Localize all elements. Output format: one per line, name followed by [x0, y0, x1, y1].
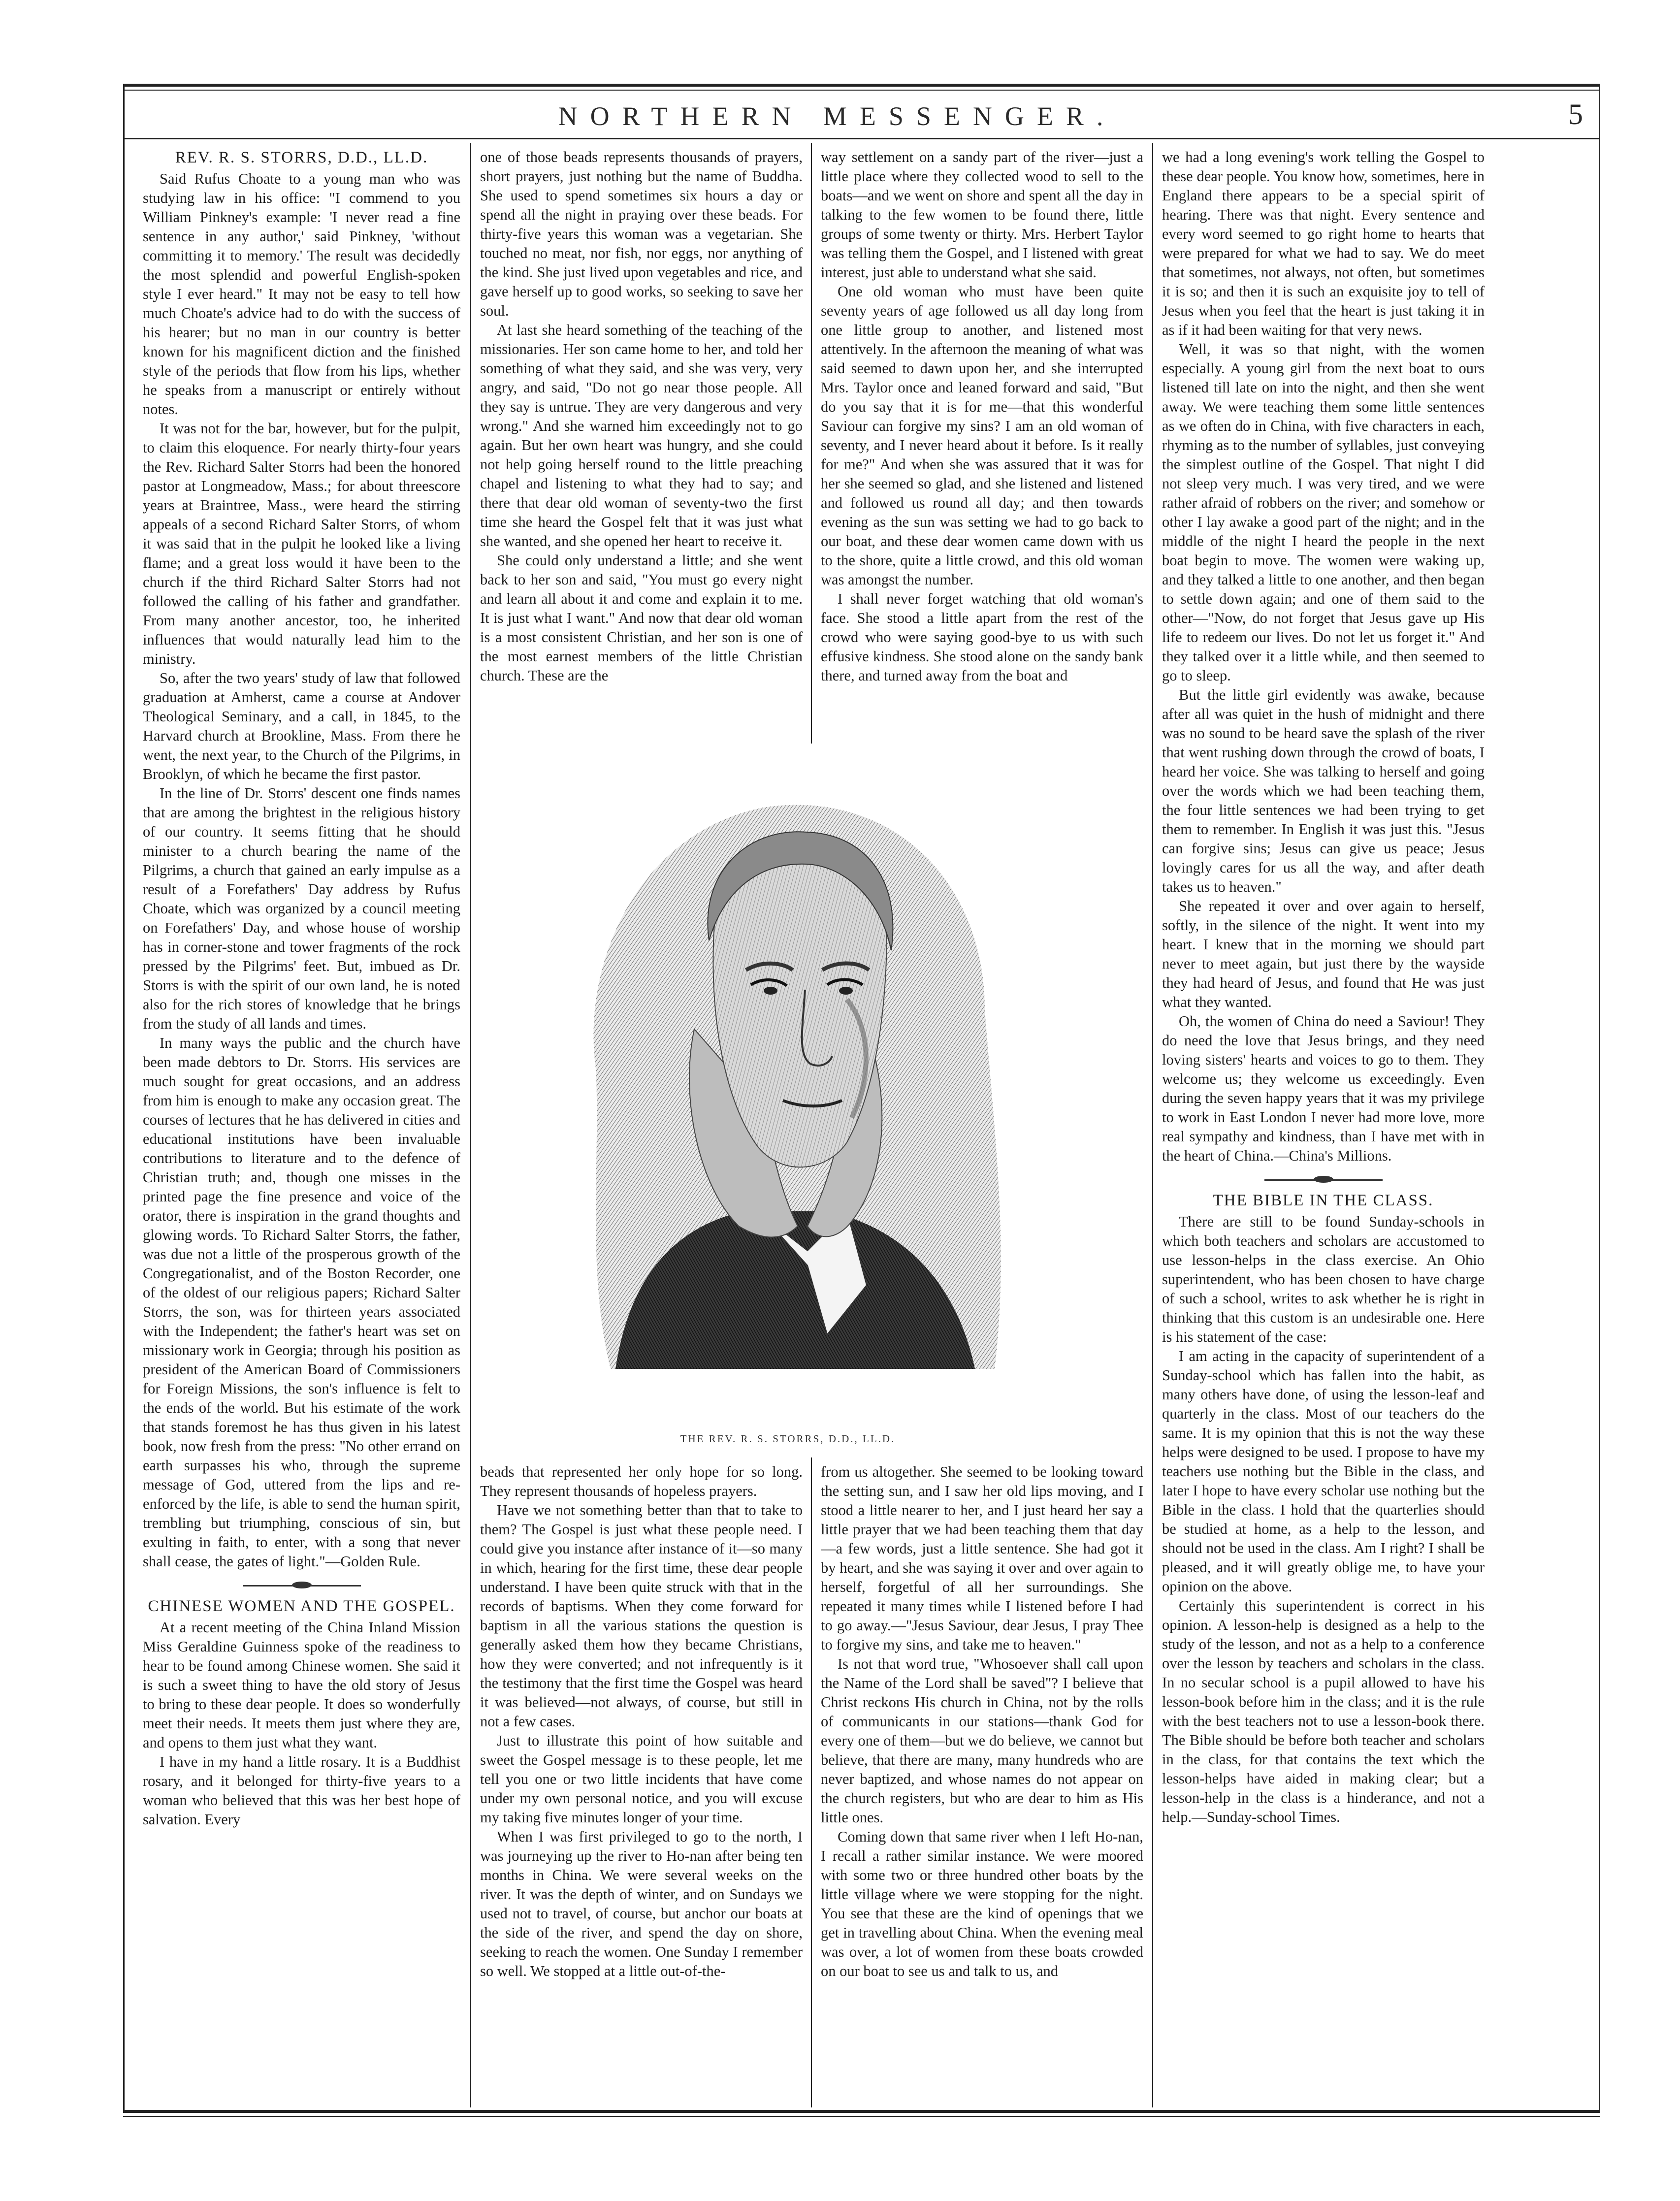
paragraph: Certainly this superintendent is correct in his opinion. A lesson-help is designed as a help to the study of the lesson, and not as a help to a conference over the lesson by teachers and scholars in the class. In no secular school is a pupil allowed to have his lesson-book before him in the class; and it is the rule with the best teachers not to use a lesson-book there. The Bible should be before both teacher and scholars in the class, for that contains the text which the lesson-helps have aided in making clear; but a lesson-help in the class is a hinderance, and not a help.—Sunday-school Times.	[1162, 1597, 1485, 1825]
column-divider-3	[1152, 143, 1153, 2107]
page-number: 5	[1568, 98, 1583, 130]
frame-right	[1599, 84, 1600, 2112]
portrait-caption: THE REV. R. S. STORRS, D.D., LL.D.	[680, 1433, 896, 1445]
top-rule-thin	[123, 90, 1600, 91]
column-2-lower	[480, 1462, 803, 2103]
section-separator	[1264, 1179, 1383, 1181]
column-divider-2b	[811, 1457, 812, 2107]
paragraph: Oh, the women of China do need a Saviour! They do need the love that Jesus brings, and they need loving sisters' hearts and voices to go to them. They welcome us; they welcome us exceedingly. Even during the seven happy years that it was my privilege to work in East London I never had more love, more real sympathy and kindness, than I have met with in the heart of China.—China's Millions.	[1162, 1013, 1485, 1164]
column-3-upper	[821, 148, 1143, 746]
paragraph: way settlement on a sandy part of the river—just a little place where they collected wood to sell to the boats—and we went on shore and spent all the day in talking to the few women to be found there, little groups of some twenty or thirty. Mrs. Herbert Taylor was telling them the Gospel, and I listened with great interest, just able to understand what she said.	[821, 149, 1143, 281]
paragraph: Just to illustrate this point of how suitable and sweet the Gospel message is to these people, let me tell you one or two little incidents that have come under my own personal notice, and you will excuse my taking five minutes longer of your time.	[480, 1732, 803, 1826]
paragraph: I am acting in the capacity of superintendent of a Sunday-school which has fallen into the habit, as many others have done, of using the lesson-leaf and quarterly in the class. Most of our teachers do the same. It is my opinion that this is not the way these helps were designed to be used. I propose to have my teachers use nothing but the Bible in the class, and later I hope to have every scholar use nothing but the Bible in the class. I hold that the quarterlies should be studied at home, as a help to the lesson, and should not be used in the class. Am I right? I shall be pleased, and it will greatly oblige me, to have your opinion on the above.	[1162, 1348, 1485, 1595]
frame-left	[123, 84, 125, 2112]
bottom-rule	[123, 2110, 1600, 2113]
paragraph: She could only understand a little; and she went back to her son and said, "You must go every night and learn all about it and come and explain it to me. It is just what I want." And now that dear old woman is a most consistent Christian, and her son is one of the most earnest members of the little Christian church. These are the	[480, 552, 803, 684]
top-rule	[123, 84, 1600, 87]
header-bottom-rule	[123, 138, 1600, 139]
paragraph: It was not for the bar, however, but for the pulpit, to claim this eloquence. For nearly thirty-four years the Rev. Richard Salter Storrs had been the honored pastor at Longmeadow, Mass.; for about threescore years at Braintree, Mass., were heard the stirring appeals of a second Richard Salter Storrs, of whom it was said that in the pulpit he looked like a living flame; and a great loss would it have been to the church if the third Richard Salter Storrs had not followed the calling of his father and grandfather. From many another ancestor, too, he inherited influences that would naturally lead him to the ministry.	[143, 420, 460, 667]
paragraph: we had a long evening's work telling the Gospel to these dear people. You know how, sometimes, here in England there appears to be a special spirit of hearing. There was that night. Every sentence and every word seemed to go right home to hearts that were prepared for what we had to say. We do meet that sometimes, not always, not often, but sometimes it is so; and then it is such an exquisite joy to tell of Jesus when you feel that the heart is just taking it in as if it had been waiting for that very news.	[1162, 149, 1485, 338]
paragraph: At last she heard something of the teaching of the missionaries. Her son came home to her, and told her something of what they said, and she was very, very angry, and said, "Do not go near those people. All they say is untrue. They are very dangerous and very wrong." And she warned him exceedingly not to go again. But her own heart was hungry, and she could not help going herself round to the little preaching chapel and listening to what they had to say; and there that dear old woman of seventy-two the first time she heard the Gospel felt that it was just what she wanted, and she opened her heart to receive it.	[480, 322, 803, 550]
column-divider-2a	[811, 143, 812, 744]
masthead-title: NORTHERN MESSENGER.	[558, 101, 1116, 131]
column-divider-1	[470, 143, 471, 2107]
column-2-upper	[480, 148, 803, 746]
paragraph: I have in my hand a little rosary. It is a Buddhist rosary, and it belonged for thirty-five years to a woman who believed that this was her best hope of salvation. Every	[143, 1753, 460, 1828]
paragraph: She repeated it over and over again to herself, softly, in the silence of the night. It went into my heart. I knew that in the morning we should part never to meet again, but just there by the wayside they had heard of Jesus, and found that He was just what they wanted.	[1162, 898, 1485, 1010]
article-headline-storrs: REV. R. S. STORRS, D.D., LL.D.	[175, 149, 428, 166]
article-headline-chinese-women: CHINESE WOMEN AND THE GOSPEL.	[148, 1597, 455, 1615]
paragraph: When I was first privileged to go to the north, I was journeying up the river to Ho-nan after being ten months in China. We were several weeks on the river. It was the depth of winter, and on Sundays we used not to travel, of course, but anchor our boats at the side of the river, and spend the day on shore, seeking to reach the women. One Sunday I remember so well. We stopped at a little out-of-the-	[480, 1828, 803, 1979]
paragraph: beads that represented her only hope for so long. They represent thousands of hopeless prayers.	[480, 1463, 803, 1499]
column-3-lower	[821, 1462, 1143, 2103]
paragraph: Coming down that same river when I left Ho-nan, I recall a rather similar instance. We were moored with some two or three hundred other boats by the little village where we were stopping for the night. You see that these are the kind of openings that we get in travelling about China. When the evening meal was over, a lot of women from these boats crowded on our boat to see us and talk to us, and	[821, 1828, 1143, 1979]
paragraph: from us altogether. She seemed to be looking toward the setting sun, and I saw her old lips moving, and I stood a little nearer to her, and I just heard her say a little prayer that we had been teaching them that day—a few words, just a little sentence. She had got it by heart, and she was saying it over and over again to herself, forgetful of all her surroundings. She repeated it many times while I listened before I had to go away.—"Jesus Saviour, dear Jesus, I pray Thee to forgive my sins, and take me to heaven."	[821, 1463, 1143, 1653]
bottom-rule-thin	[123, 2116, 1600, 2117]
paragraph: Well, it was so that night, with the women especially. A young girl from the next boat to ours listened till late on into the night, and then she went away. We were teaching them some little sentences as we often do in China, with five characters in each, rhyming as to the number of syllables, just conveying the simplest outline of the Gospel. That night I did not sleep very much. I was very tired, and we were rather afraid of robbers on the river; and somehow or other I lay awake a good part of the night; and in the middle of the night I heard the people in the next boat begin to move. The women were waking up, and they talked a little to one another, and then began to settle down again; and one of them said to the other—"Now, do not forget that Jesus gave up His life to redeem our lives. Do not let us forget it." And they talked over it a little while, and then seemed to go to sleep.	[1162, 341, 1485, 684]
paragraph: In the line of Dr. Storrs' descent one finds names that are among the brightest in the religious history of our country. It seems fitting that he should minister to a church bearing the name of the Pilgrims, a church that gained an early impulse as a result of a Forefathers' Day address by Rufus Choate, which was organized by a council meeting on Forefathers' Day, and whose house of worship has in corner-stone and tower fragments of the rock pressed by the Pilgrims' feet. But, imbued as Dr. Storrs is with the spirit of our own land, he is noted also for the rich stores of knowledge that he brings from the study of all lands and times.	[143, 785, 460, 1032]
article-headline-bible-class: THE BIBLE IN THE CLASS.	[1213, 1192, 1434, 1209]
paragraph: one of those beads represents thousands of prayers, short prayers, just nothing but the name of Buddha. She used to spend sometimes six hours a day or spend all the night in praying over these beads. For thirty-five years this woman was a vegetarian. She touched no meat, nor fish, nor eggs, nor anything of the kind. She just lived upon vegetables and rice, and gave herself up to good works, so seeking to save her soul.	[480, 149, 803, 319]
paragraph: So, after the two years' study of law that followed graduation at Amherst, came a course at Andover Theological Seminary, and a call, in 1845, to the Harvard church at Brookline, Mass. From there he went, the next year, to the Church of the Pilgrims, in Brooklyn, of which he became the first pastor.	[143, 670, 460, 782]
paragraph: One old woman who must have been quite seventy years of age followed us all day long from one little group to another, and listened most attentively. In the afternoon the meaning of what was said seemed to dawn upon her, and she interrupted Mrs. Taylor once and leaned forward and said, "But do you say that it is for me—that this wonderful Saviour can forgive my sins? I am an old woman of seventy, and I never heard about it before. Is it really for me?" And when she was assured that it was for her she seemed so glad, and she listened and listened and followed us round all day; and then towards evening as the sun was setting we had to go back to our boat, and these dear women came down with us to the shore, quite a little crowd, and this old woman was amongst the number.	[821, 283, 1143, 588]
paragraph: But the little girl evidently was awake, because after all was quiet in the hush of midnight and there was no sound to be heard save the splash of the river that went rushing down through the crowd of boats, I heard her voice. She was talking to herself and going over the words which we had been teaching them, the four little sentences we had been trying to get them to remember. In English it was just this. "Jesus can forgive sins; Jesus can give us peace; Jesus lovingly cares for us all the way, and after death takes us to heaven."	[1162, 686, 1485, 895]
portrait-engraving	[551, 753, 1024, 1443]
column-4	[1162, 148, 1485, 2107]
section-separator	[243, 1585, 361, 1586]
paragraph: There are still to be found Sunday-schools in which both teachers and scholars are accustomed to use lesson-helps in the class exercise. An Ohio superintendent, who has been chosen to have charge of such a school, writes to ask whether he is right in thinking that this custom is an undesirable one. Here is his statement of the case:	[1162, 1213, 1485, 1345]
paragraph: Have we not something better than that to take to them? The Gospel is just what these people need. I could give you instance after instance of it—so many in which, hearing for the first time, these dear people understand. I have been quite struck with that in the records of baptisms. When they come forward for baptism in all the various stations the question is generally asked them how they became Christians, how they were converted; and not infrequently is it the testimony that the first time the Gospel was heard it was believed—not always, of course, but still in not a few cases.	[480, 1502, 803, 1730]
paragraph: Is not that word true, "Whosoever shall call upon the Name of the Lord shall be saved"? I believe that Christ reckons His church in China, not by the rolls of communicants in our stations—thank God for every one of them—but we do believe, we cannot but believe, that there are many, many hundreds who are never baptized, and whose names do not appear on the church registers, but who are dear to him as His little ones.	[821, 1655, 1143, 1826]
portrait-illustration	[551, 753, 1024, 1433]
column-1	[143, 148, 460, 2107]
paragraph: I shall never forget watching that old woman's face. She stood a little apart from the rest of the crowd who were saying good-bye to us with such effusive kindness. She stood alone on the sandy bank there, and turned away from the boat and	[821, 590, 1143, 684]
paragraph: At a recent meeting of the China Inland Mission Miss Geraldine Guinness spoke of the readiness to hear to be found among Chinese women. She said it is such a sweet thing to have the old story of Jesus to bring to these dear people. It does so wonderfully meet their needs. It meets them just where they are, and opens to them just what they want.	[143, 1619, 460, 1751]
paragraph: Said Rufus Choate to a young man who was studying law in his office: "I commend to you William Pinkney's example: 'I never read a fine sentence in any author,' said Pinkney, 'without committing it to memory.' The result was decidedly the most splendid and powerful English-spoken style I ever heard." It may not be easy to tell how much Choate's advice had to do with the success of his hearer; but no man in our country is better known for his magnificent diction and the finished style of the periods that flow from his lips, whether he speaks from a manuscript or entirely without notes.	[143, 170, 460, 418]
paragraph: In many ways the public and the church have been made debtors to Dr. Storrs. His services are much sought for great occasions, and an address from him is enough to make any occasion great. The courses of lectures that he has delivered in cities and educational institutions have been invaluable contributions to literature and to the defence of Christian truth; and, though one misses in the printed page the fine presence and voice of the orator, there is inspiration in the grand thoughts and glowing words. To Richard Salter Storrs, the father, was due not a little of the prosperous growth of the Congregationalist, and of the Boston Recorder, one of the oldest of our religious papers; Richard Salter Storrs, the son, was for thirteen years associated with the Independent; the father's heart was set on missionary work in Georgia; through his position as president of the American Board of Commissioners for Foreign Missions, the son's influence is felt to the ends of the world. But his estimate of the work that stands foremost he has thus given in his latest book, now fresh from the press: "No other errand on earth surpasses his who, through the supreme message of God, uttered from the lips and re-enforced by the life, is able to send the human spirit, trembling but triumphing, conscious of sin, but exulting in faith, to enter, with a song that never shall cease, the gates of light."—Golden Rule.	[143, 1035, 460, 1570]
